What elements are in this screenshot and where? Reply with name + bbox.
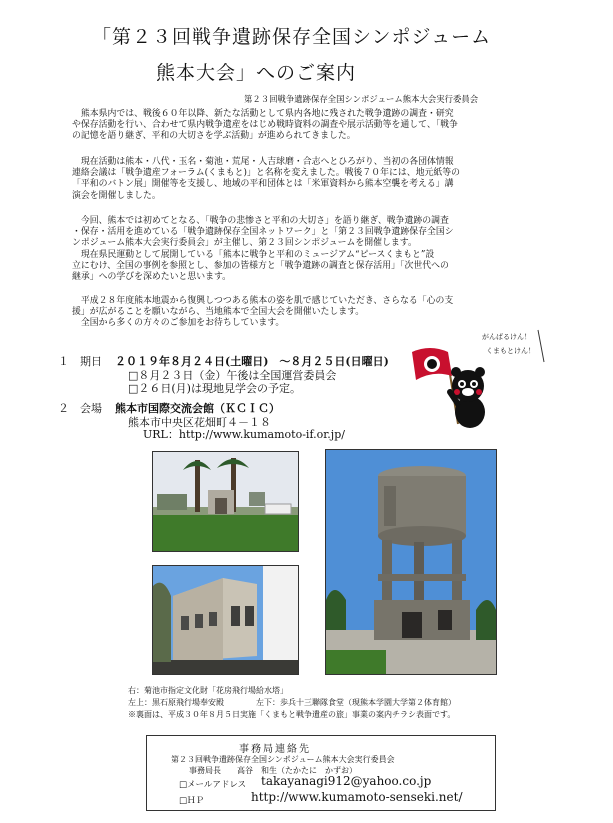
hp-label: □ＨＰ <box>179 796 205 806</box>
kumamon-icon <box>410 322 550 432</box>
mascot-speech-2: くまもとけん！ <box>486 347 535 355</box>
houanden-image <box>153 452 298 551</box>
intro-line: ・保存・活用を進めている「戦争遺跡保存全国ネットワーク」と「第２３回戦争遺跡保存全国シ <box>72 227 454 238</box>
contact-person: 事務局長 高谷 和生（たかたに かずお） <box>189 766 357 775</box>
title-line-2: 熊本大会」へのご案内 <box>156 62 357 84</box>
caption-right: 右：菊池市指定文化財「花房飛行場給水塔」 <box>128 686 288 695</box>
email-link[interactable]: takayanagi912@yahoo.co.jp <box>261 774 432 788</box>
intro-line: の記憶を語り継ぎ、平和の大切さを学ぶ活動」が進められてきました。 <box>72 131 356 142</box>
venue-name: 熊本市国際交流会館（ＫＣＩＣ） <box>115 402 280 415</box>
intro-line: 熊本県内では、戦後６０年以降、新たな活動として県内各地に残された戦争遺跡の調査・研究 <box>80 109 454 119</box>
intro-paragraph-1 <box>72 109 572 143</box>
intro-line: ンポジューム熊本大会実行委員会」が主催し、第２３回シンポジュームを開催します。 <box>72 238 417 249</box>
caption-note: ※裏面は、平成３０年８月５日実施「くまもと戦争遺産の旅」事業の案内チラシ表面です。 <box>128 710 456 719</box>
email-label: □メールアドレス <box>179 780 247 790</box>
intro-line: 援」が広がることを願いながら、当地熊本で全国大会を開催いたします。 <box>72 307 365 318</box>
venue-label: ２ 会場 <box>58 402 102 415</box>
mascot-speech-1: がんばるけん！ <box>482 333 531 341</box>
caption-left: 左上：黒石原飛行場奉安殿 左下：歩兵十三聯隊食堂（現熊本学園大学第２体育館） <box>128 698 456 707</box>
contact-org: 第２３回戦争遺跡保存全国シンポジューム熊本大会実行委員会 <box>171 755 395 764</box>
photo-dining-hall <box>152 565 299 675</box>
intro-line: 連絡会議は「戦争遺産フォーラム(くまもと)」と名称を変えました。戦後７０年には、地元紙等の <box>72 168 461 179</box>
date-note-2: □２６日(月)は現地見学会の予定。 <box>128 382 301 395</box>
venue-address: 熊本市中央区花畑町４－１８ <box>128 416 271 429</box>
mascot-illustration <box>410 322 550 432</box>
contact-box <box>146 735 496 811</box>
intro-paragraph-3 <box>72 216 572 283</box>
intro-line: 演会を開催しました。 <box>72 190 161 201</box>
photo-houanden <box>152 451 299 552</box>
intro-line: 立にむけ、全国の事例を参照とし、参加の皆様方と「戦争遺跡の調査と保存活用」「次世代への <box>72 260 449 271</box>
intro-paragraph-2 <box>72 157 572 202</box>
hp-link[interactable]: http://www.kumamoto-senseki.net/ <box>251 790 463 804</box>
date-note-1: □８月２３日（金）午後は全国運営委員会 <box>128 369 337 382</box>
intro-line: 平成２８年度熊本地震から復興しつつある熊本の姿を肌で感じていただき、さらなる「心の支 <box>80 296 454 306</box>
title-line-1: 「第２３回戦争遺跡保存全国シンポジューム <box>92 26 492 48</box>
contact-heading: 事務局連絡先 <box>239 744 311 755</box>
venue-url: URL：http://www.kumamoto-if.or.jp/ <box>143 428 345 441</box>
intro-line: 継承」への学びを深めたいと思います。 <box>72 272 232 283</box>
intro-line: 全国から多くの方々のご参加をお待ちしています。 <box>80 318 285 329</box>
water-tower-image <box>326 450 496 674</box>
date-value: ２０１９年８月２４日(土曜日) ～８月２５日(日曜日) <box>115 355 389 368</box>
intro-line: 現在活動は熊本・八代・玉名・菊池・荒尾・人吉球磨・合志へとひろがり、当初の各団体情報 <box>80 157 454 167</box>
intro-line: や保存活動を行い、合わせて県内戦争遺産をはじめ戦時資料の調査や展示活動等を通して、「戦争 <box>72 120 458 131</box>
intro-line: 「平和のバトン展」開催等を支援し、地域の平和団体とは「米軍資料から熊本空襲を考える」講 <box>72 179 454 190</box>
dining-hall-image <box>153 566 298 674</box>
date-label: １ 期日 <box>58 355 102 368</box>
photo-water-tower <box>325 449 497 675</box>
organizer-line: 第２３回戦争遺跡保存全国シンポジューム熊本大会実行委員会 <box>244 94 479 104</box>
intro-line: 今回、熊本では初めてとなる、「戦争の悲惨さと平和の大切さ」を語り継ぎ、戦争遺跡の調査 <box>80 216 449 226</box>
intro-line: 現在県民運動として展開している「熊本に戦争と平和のミュージアム“ピースくまもと”設 <box>80 249 435 260</box>
